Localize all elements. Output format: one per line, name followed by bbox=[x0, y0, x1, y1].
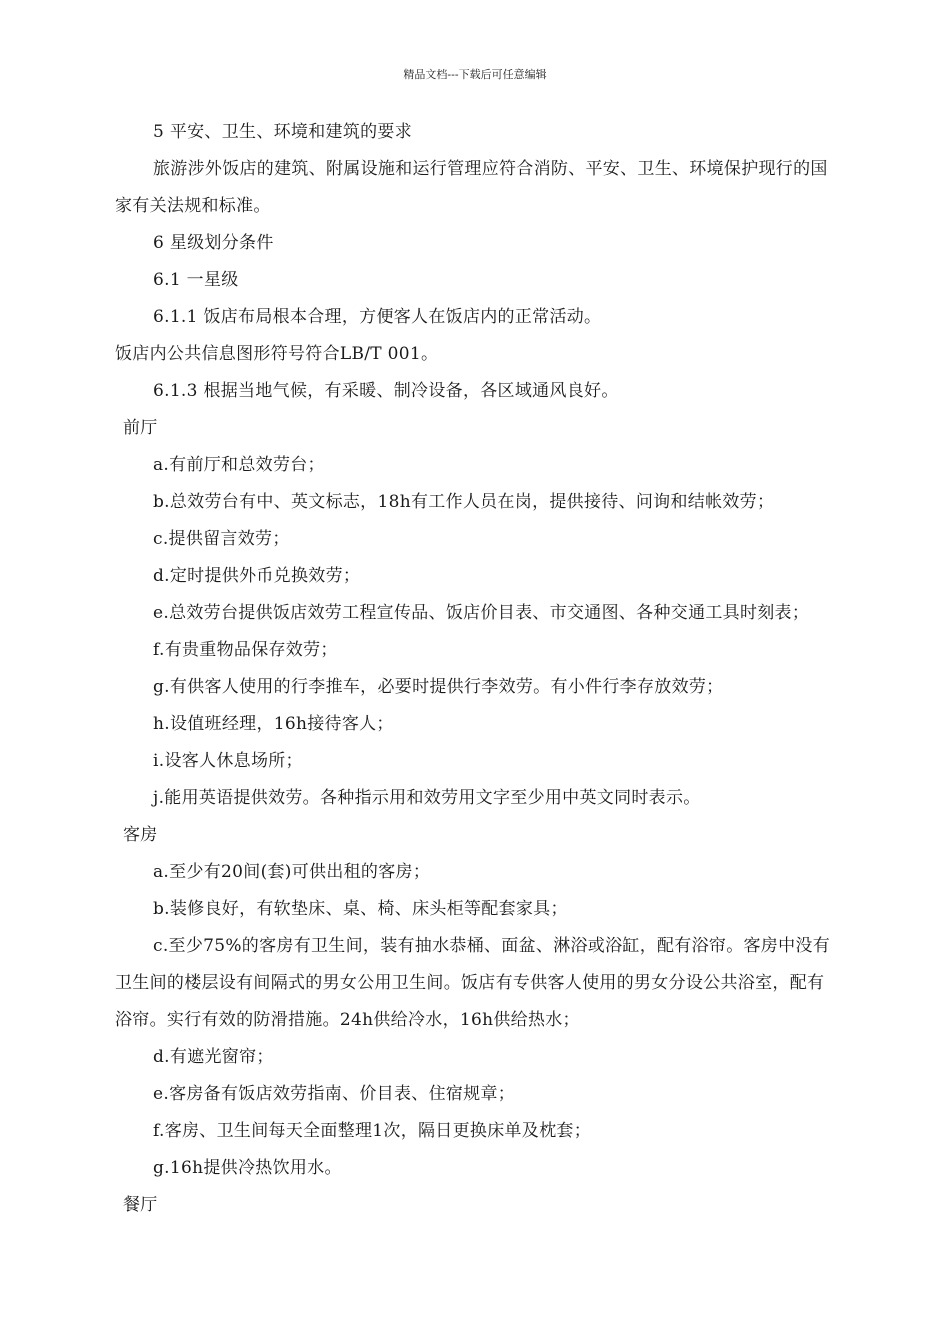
document-body bbox=[115, 114, 835, 1224]
list-item: d.有遮光窗帘； bbox=[153, 1047, 274, 1067]
clause-line: 饭店内公共信息图形符号符合LB/T 001。 bbox=[115, 344, 439, 364]
list-item: g.16h提供冷热饮用水。 bbox=[153, 1158, 342, 1178]
list-item: c.至少75%的客房有卫生间，装有抽水恭桶、面盆、淋浴或浴缸，配有浴帘。客房中没有卫生间的楼层设有间隔式的男女公用卫生间。饭店有专供客人使用的男女分设公共浴室，配有浴帘。实行有效的防滑措施。24h供给冷水，16h供给热水； bbox=[115, 936, 831, 1030]
subsection-heading-6-1: 6.1 一星级 bbox=[153, 270, 239, 290]
clause-6-1-1: 6.1.1 饭店布局根本合理，方便客人在饭店内的正常活动。 bbox=[153, 307, 602, 327]
paragraph: 旅游涉外饭店的建筑、附属设施和运行管理应符合消防、平安、卫生、环境保护现行的国家有关法规和标准。 bbox=[115, 159, 828, 216]
list-item: c.提供留言效劳； bbox=[153, 529, 290, 549]
clause-6-1-3: 6.1.3 根据当地气候，有采暖、制冷设备，各区域通风良好。 bbox=[153, 381, 619, 401]
list-item: a.有前厅和总效劳台； bbox=[153, 455, 325, 475]
list-item: e.客房备有饭店效劳指南、价目表、住宿规章； bbox=[153, 1084, 516, 1104]
list-item: a.至少有20间(套)可供出租的客房； bbox=[153, 862, 431, 882]
list-item: i.设客人休息场所； bbox=[153, 751, 303, 771]
category-heading-restaurant: 餐厅 bbox=[123, 1195, 158, 1215]
list-item: f.客房、卫生间每天全面整理1次，隔日更换床单及枕套； bbox=[153, 1121, 592, 1141]
page-header: 精品文档---下载后可任意编辑 bbox=[403, 68, 547, 81]
list-item: f.有贵重物品保存效劳； bbox=[153, 640, 338, 660]
list-item: j.能用英语提供效劳。各种指示用和效劳用文字至少用中英文同时表示。 bbox=[153, 788, 701, 808]
list-item: d.定时提供外币兑换效劳； bbox=[153, 566, 361, 586]
category-heading-guest-room: 客房 bbox=[123, 825, 158, 845]
list-item: e.总效劳台提供饭店效劳工程宣传品、饭店价目表、市交通图、各种交通工具时刻表； bbox=[153, 603, 810, 623]
section-heading-5: 5 平安、卫生、环境和建筑的要求 bbox=[153, 122, 413, 142]
list-item: h.设值班经理，16h接待客人； bbox=[153, 714, 394, 734]
category-heading-front-desk: 前厅 bbox=[123, 418, 158, 438]
list-item: b.总效劳台有中、英文标志，18h有工作人员在岗，提供接待、问询和结帐效劳； bbox=[153, 492, 775, 512]
list-item: g.有供客人使用的行李推车，必要时提供行李效劳。有小件行李存放效劳； bbox=[153, 677, 724, 697]
section-heading-6: 6 星级划分条件 bbox=[153, 233, 274, 253]
list-item: b.装修良好，有软垫床、桌、椅、床头柜等配套家具； bbox=[153, 899, 568, 919]
